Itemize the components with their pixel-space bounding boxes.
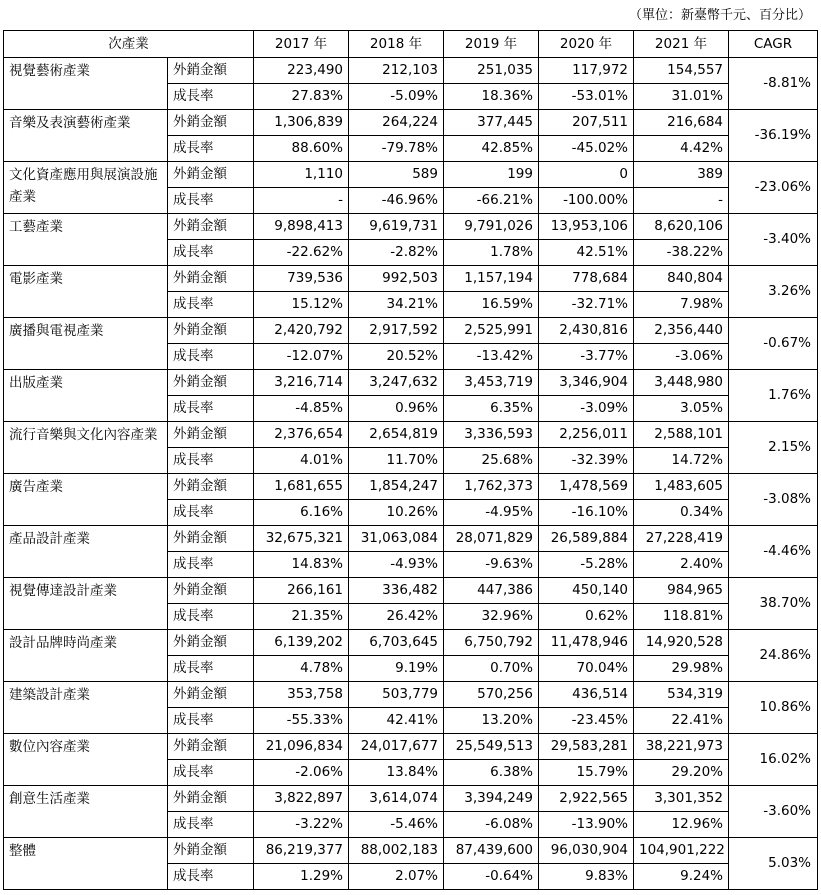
growth-rate-cell: 88.60%	[254, 136, 349, 162]
export-value-cell: 266,161	[254, 578, 349, 604]
growth-rate-cell: 3.05%	[634, 396, 729, 422]
export-value-cell: 336,482	[349, 578, 444, 604]
growth-rate-cell: 13.20%	[444, 708, 539, 734]
metric-label-export: 外銷金額	[168, 214, 254, 240]
table-row-export	[4, 110, 818, 136]
export-value-cell: 353,758	[254, 682, 349, 708]
metric-label-growth: 成長率	[168, 552, 254, 578]
export-value-cell: 1,854,247	[349, 474, 444, 500]
industry-name: 電影產業	[4, 266, 168, 318]
growth-rate-cell: -13.42%	[444, 344, 539, 370]
growth-rate-cell: 12.96%	[634, 812, 729, 838]
cagr-cell: -23.06%	[729, 162, 818, 214]
cagr-cell: -3.40%	[729, 214, 818, 266]
table-row-export	[4, 578, 818, 604]
export-value-cell: 223,490	[254, 58, 349, 84]
header-year: 2020 年	[539, 31, 634, 58]
cagr-cell: 10.86%	[729, 682, 818, 734]
metric-label-export: 外銷金額	[168, 682, 254, 708]
metric-label-export: 外銷金額	[168, 838, 254, 864]
growth-rate-cell: 14.83%	[254, 552, 349, 578]
growth-rate-cell: -79.78%	[349, 136, 444, 162]
growth-rate-cell: 42.85%	[444, 136, 539, 162]
export-value-cell: 212,103	[349, 58, 444, 84]
industry-name: 視覺藝術產業	[4, 58, 168, 110]
cagr-cell: 24.86%	[729, 630, 818, 682]
metric-label-growth: 成長率	[168, 708, 254, 734]
growth-rate-cell: -	[634, 188, 729, 214]
growth-rate-cell: 6.16%	[254, 500, 349, 526]
growth-rate-cell: -38.22%	[634, 240, 729, 266]
export-value-cell: 3,301,352	[634, 786, 729, 812]
export-value-cell: 199	[444, 162, 539, 188]
table-row-export	[4, 370, 818, 396]
metric-label-growth: 成長率	[168, 240, 254, 266]
growth-rate-cell: 14.72%	[634, 448, 729, 474]
header-cagr: CAGR	[729, 31, 818, 58]
cagr-cell: -4.46%	[729, 526, 818, 578]
growth-rate-cell: -2.82%	[349, 240, 444, 266]
metric-label-export: 外銷金額	[168, 630, 254, 656]
growth-rate-cell: 29.20%	[634, 760, 729, 786]
growth-rate-cell: -12.07%	[254, 344, 349, 370]
export-value-cell: 31,063,084	[349, 526, 444, 552]
industry-name: 廣告產業	[4, 474, 168, 526]
growth-rate-cell: 1.78%	[444, 240, 539, 266]
export-value-cell: 6,750,792	[444, 630, 539, 656]
metric-label-export: 外銷金額	[168, 266, 254, 292]
export-value-cell: 26,589,884	[539, 526, 634, 552]
metric-label-growth: 成長率	[168, 760, 254, 786]
growth-rate-cell: -4.85%	[254, 396, 349, 422]
industry-name: 產品設計產業	[4, 526, 168, 578]
cagr-cell: 3.26%	[729, 266, 818, 318]
growth-rate-cell: -32.71%	[539, 292, 634, 318]
industry-name: 流行音樂與文化內容產業	[4, 422, 168, 474]
export-value-cell: 436,514	[539, 682, 634, 708]
export-value-cell: 3,216,714	[254, 370, 349, 396]
table-row-export	[4, 266, 818, 292]
growth-rate-cell: 16.59%	[444, 292, 539, 318]
industry-name: 廣播與電視產業	[4, 318, 168, 370]
growth-rate-cell: 7.98%	[634, 292, 729, 318]
growth-rate-cell: 29.98%	[634, 656, 729, 682]
industry-name: 建築設計產業	[4, 682, 168, 734]
industry-name: 數位內容產業	[4, 734, 168, 786]
export-value-cell: 13,953,106	[539, 214, 634, 240]
growth-rate-cell: 26.42%	[349, 604, 444, 630]
metric-label-growth: 成長率	[168, 188, 254, 214]
metric-label-growth: 成長率	[168, 604, 254, 630]
export-value-cell: 25,549,513	[444, 734, 539, 760]
growth-rate-cell: 42.51%	[539, 240, 634, 266]
cagr-cell: 16.02%	[729, 734, 818, 786]
metric-label-export: 外銷金額	[168, 422, 254, 448]
export-value-cell: 3,614,074	[349, 786, 444, 812]
metric-label-growth: 成長率	[168, 292, 254, 318]
growth-rate-cell: 2.40%	[634, 552, 729, 578]
growth-rate-cell: 27.83%	[254, 84, 349, 110]
export-value-cell: 24,017,677	[349, 734, 444, 760]
table-row-export	[4, 838, 818, 864]
metric-label-growth: 成長率	[168, 864, 254, 890]
metric-label-export: 外銷金額	[168, 110, 254, 136]
metric-label-growth: 成長率	[168, 500, 254, 526]
growth-rate-cell: 25.68%	[444, 448, 539, 474]
growth-rate-cell: 1.29%	[254, 864, 349, 890]
export-value-cell: 503,779	[349, 682, 444, 708]
export-value-cell: 9,898,413	[254, 214, 349, 240]
growth-rate-cell: -5.28%	[539, 552, 634, 578]
industry-name: 設計品牌時尚產業	[4, 630, 168, 682]
metric-label-export: 外銷金額	[168, 526, 254, 552]
export-value-cell: 29,583,281	[539, 734, 634, 760]
header-category: 次產業	[4, 31, 254, 58]
export-value-cell: 9,619,731	[349, 214, 444, 240]
cagr-cell: -36.19%	[729, 110, 818, 162]
export-value-cell: 96,030,904	[539, 838, 634, 864]
industry-name: 整體	[4, 838, 168, 890]
export-value-cell: 389	[634, 162, 729, 188]
growth-rate-cell: 118.81%	[634, 604, 729, 630]
export-value-cell: 86,219,377	[254, 838, 349, 864]
growth-rate-cell: 9.24%	[634, 864, 729, 890]
export-value-cell: 3,394,249	[444, 786, 539, 812]
table-row-export	[4, 786, 818, 812]
metric-label-growth: 成長率	[168, 136, 254, 162]
metric-label-growth: 成長率	[168, 84, 254, 110]
growth-rate-cell: -16.10%	[539, 500, 634, 526]
growth-rate-cell: 6.38%	[444, 760, 539, 786]
export-value-cell: 8,620,106	[634, 214, 729, 240]
industry-name: 音樂及表演藝術產業	[4, 110, 168, 162]
export-value-cell: 28,071,829	[444, 526, 539, 552]
export-value-cell: 2,525,991	[444, 318, 539, 344]
growth-rate-cell: -3.09%	[539, 396, 634, 422]
growth-rate-cell: -5.09%	[349, 84, 444, 110]
export-value-cell: 38,221,973	[634, 734, 729, 760]
growth-rate-cell: 31.01%	[634, 84, 729, 110]
export-value-cell: 2,256,011	[539, 422, 634, 448]
export-value-cell: 104,901,222	[634, 838, 729, 864]
export-value-cell: 3,448,980	[634, 370, 729, 396]
growth-rate-cell: -4.95%	[444, 500, 539, 526]
export-data-table	[3, 30, 818, 890]
growth-rate-cell: -2.06%	[254, 760, 349, 786]
industry-name: 文化資產應用與展演設施產業	[4, 162, 168, 214]
export-value-cell: 1,478,569	[539, 474, 634, 500]
export-value-cell: 1,681,655	[254, 474, 349, 500]
export-value-cell: 0	[539, 162, 634, 188]
metric-label-export: 外銷金額	[168, 162, 254, 188]
growth-rate-cell: 11.70%	[349, 448, 444, 474]
industry-name: 出版產業	[4, 370, 168, 422]
growth-rate-cell: -	[254, 188, 349, 214]
growth-rate-cell: 22.41%	[634, 708, 729, 734]
cagr-cell: -3.60%	[729, 786, 818, 838]
export-value-cell: 992,503	[349, 266, 444, 292]
growth-rate-cell: -55.33%	[254, 708, 349, 734]
header-year: 2017 年	[254, 31, 349, 58]
export-value-cell: 251,035	[444, 58, 539, 84]
unit-note: （單位：新臺幣千元、百分比）	[628, 8, 811, 23]
table-row-export	[4, 630, 818, 656]
industry-name: 視覺傳達設計產業	[4, 578, 168, 630]
table-row-export	[4, 58, 818, 84]
header-row	[4, 31, 818, 58]
metric-label-export: 外銷金額	[168, 474, 254, 500]
growth-rate-cell: 21.35%	[254, 604, 349, 630]
export-value-cell: 778,684	[539, 266, 634, 292]
growth-rate-cell: -45.02%	[539, 136, 634, 162]
table-row-export	[4, 526, 818, 552]
growth-rate-cell: -3.22%	[254, 812, 349, 838]
metric-label-export: 外銷金額	[168, 58, 254, 84]
metric-label-growth: 成長率	[168, 344, 254, 370]
export-value-cell: 2,376,654	[254, 422, 349, 448]
metric-label-export: 外銷金額	[168, 734, 254, 760]
export-value-cell: 3,336,593	[444, 422, 539, 448]
export-value-cell: 2,420,792	[254, 318, 349, 344]
growth-rate-cell: 9.83%	[539, 864, 634, 890]
export-value-cell: 984,965	[634, 578, 729, 604]
export-value-cell: 570,256	[444, 682, 539, 708]
export-value-cell: 9,791,026	[444, 214, 539, 240]
export-value-cell: 264,224	[349, 110, 444, 136]
table-row-export	[4, 318, 818, 344]
growth-rate-cell: 4.42%	[634, 136, 729, 162]
growth-rate-cell: 20.52%	[349, 344, 444, 370]
growth-rate-cell: -3.06%	[634, 344, 729, 370]
export-value-cell: 3,822,897	[254, 786, 349, 812]
growth-rate-cell: 9.19%	[349, 656, 444, 682]
export-value-cell: 1,306,839	[254, 110, 349, 136]
growth-rate-cell: -100.00%	[539, 188, 634, 214]
growth-rate-cell: 10.26%	[349, 500, 444, 526]
growth-rate-cell: -6.08%	[444, 812, 539, 838]
export-value-cell: 88,002,183	[349, 838, 444, 864]
export-value-cell: 840,804	[634, 266, 729, 292]
growth-rate-cell: 42.41%	[349, 708, 444, 734]
metric-label-export: 外銷金額	[168, 786, 254, 812]
cagr-cell: 2.15%	[729, 422, 818, 474]
growth-rate-cell: 70.04%	[539, 656, 634, 682]
growth-rate-cell: -0.64%	[444, 864, 539, 890]
metric-label-growth: 成長率	[168, 656, 254, 682]
export-value-cell: 6,703,645	[349, 630, 444, 656]
growth-rate-cell: -22.62%	[254, 240, 349, 266]
growth-rate-cell: 4.01%	[254, 448, 349, 474]
export-value-cell: 739,536	[254, 266, 349, 292]
metric-label-export: 外銷金額	[168, 578, 254, 604]
export-value-cell: 207,511	[539, 110, 634, 136]
growth-rate-cell: -5.46%	[349, 812, 444, 838]
header-year: 2019 年	[444, 31, 539, 58]
growth-rate-cell: 4.78%	[254, 656, 349, 682]
export-value-cell: 3,453,719	[444, 370, 539, 396]
growth-rate-cell: 18.36%	[444, 84, 539, 110]
metric-label-export: 外銷金額	[168, 370, 254, 396]
growth-rate-cell: -9.63%	[444, 552, 539, 578]
export-value-cell: 27,228,419	[634, 526, 729, 552]
export-value-cell: 154,557	[634, 58, 729, 84]
export-value-cell: 447,386	[444, 578, 539, 604]
export-value-cell: 1,483,605	[634, 474, 729, 500]
growth-rate-cell: -4.93%	[349, 552, 444, 578]
growth-rate-cell: 15.79%	[539, 760, 634, 786]
export-value-cell: 3,346,904	[539, 370, 634, 396]
export-value-cell: 117,972	[539, 58, 634, 84]
growth-rate-cell: -23.45%	[539, 708, 634, 734]
export-value-cell: 14,920,528	[634, 630, 729, 656]
growth-rate-cell: 0.70%	[444, 656, 539, 682]
cagr-cell: -3.08%	[729, 474, 818, 526]
growth-rate-cell: -53.01%	[539, 84, 634, 110]
export-value-cell: 6,139,202	[254, 630, 349, 656]
export-value-cell: 216,684	[634, 110, 729, 136]
industry-name: 工藝產業	[4, 214, 168, 266]
cagr-cell: -0.67%	[729, 318, 818, 370]
growth-rate-cell: 2.07%	[349, 864, 444, 890]
header-year: 2018 年	[349, 31, 444, 58]
growth-rate-cell: 34.21%	[349, 292, 444, 318]
cagr-cell: -8.81%	[729, 58, 818, 110]
export-value-cell: 1,157,194	[444, 266, 539, 292]
export-value-cell: 2,588,101	[634, 422, 729, 448]
metric-label-growth: 成長率	[168, 448, 254, 474]
metric-label-growth: 成長率	[168, 396, 254, 422]
table-row-export	[4, 422, 818, 448]
export-value-cell: 2,654,819	[349, 422, 444, 448]
table-row-export	[4, 682, 818, 708]
header-year: 2021 年	[634, 31, 729, 58]
growth-rate-cell: 0.34%	[634, 500, 729, 526]
growth-rate-cell: -46.96%	[349, 188, 444, 214]
export-value-cell: 3,247,632	[349, 370, 444, 396]
export-value-cell: 589	[349, 162, 444, 188]
growth-rate-cell: -13.90%	[539, 812, 634, 838]
export-value-cell: 1,762,373	[444, 474, 539, 500]
export-value-cell: 377,445	[444, 110, 539, 136]
export-value-cell: 11,478,946	[539, 630, 634, 656]
metric-label-growth: 成長率	[168, 812, 254, 838]
industry-name: 創意生活產業	[4, 786, 168, 838]
growth-rate-cell: -66.21%	[444, 188, 539, 214]
growth-rate-cell: 0.62%	[539, 604, 634, 630]
export-value-cell: 1,110	[254, 162, 349, 188]
export-value-cell: 2,922,565	[539, 786, 634, 812]
export-value-cell: 21,096,834	[254, 734, 349, 760]
growth-rate-cell: 15.12%	[254, 292, 349, 318]
metric-label-export: 外銷金額	[168, 318, 254, 344]
growth-rate-cell: 0.96%	[349, 396, 444, 422]
export-value-cell: 2,356,440	[634, 318, 729, 344]
export-value-cell: 450,140	[539, 578, 634, 604]
table-row-export	[4, 162, 818, 188]
growth-rate-cell: 32.96%	[444, 604, 539, 630]
export-value-cell: 87,439,600	[444, 838, 539, 864]
table-row-export	[4, 734, 818, 760]
cagr-cell: 1.76%	[729, 370, 818, 422]
export-value-cell: 32,675,321	[254, 526, 349, 552]
growth-rate-cell: 6.35%	[444, 396, 539, 422]
growth-rate-cell: 13.84%	[349, 760, 444, 786]
growth-rate-cell: -3.77%	[539, 344, 634, 370]
export-value-cell: 534,319	[634, 682, 729, 708]
export-value-cell: 2,430,816	[539, 318, 634, 344]
growth-rate-cell: -32.39%	[539, 448, 634, 474]
table-row-export	[4, 474, 818, 500]
cagr-cell: 38.70%	[729, 578, 818, 630]
table-row-export	[4, 214, 818, 240]
cagr-cell: 5.03%	[729, 838, 818, 890]
export-value-cell: 2,917,592	[349, 318, 444, 344]
